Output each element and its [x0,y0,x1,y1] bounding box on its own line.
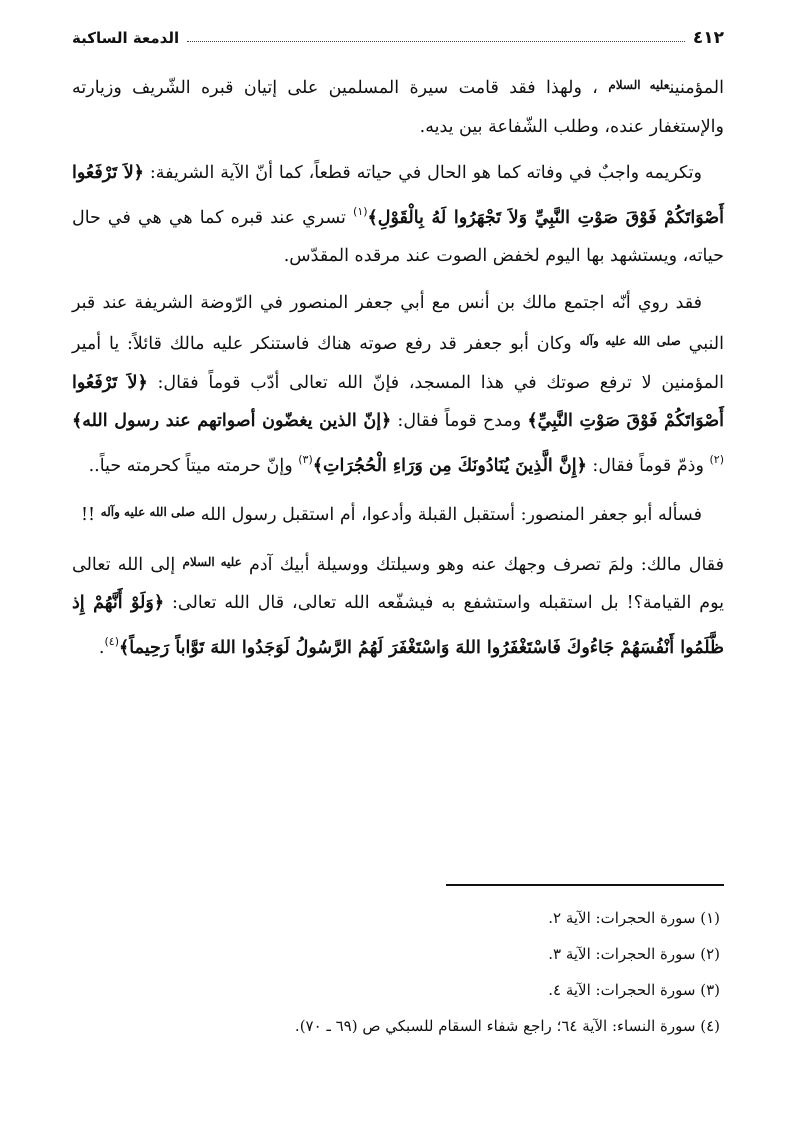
paragraph-1 [72,66,724,146]
page-header [72,26,724,50]
footnote-1: (١) سورة الحجرات: الآية ٢. [548,909,720,927]
paragraph-5 [72,543,724,668]
text-segment: ومدح قوماً فقال: [397,411,522,431]
quran-verse: ﴿وَلَوْ أَنَّهُمْ إِذ ظَّلَمُوا أَنْفُسَهُمْ جَاءُوكَ فَاسْتَغْفَرُوا اللهَ وَاسْتَغْفَرَ لَهُمُ الرَّسُولُ لَوَجَدُوا اللهَ تَوَّاباً رَحِيماً﴾ [72,593,724,658]
footnote-separator [446,884,724,886]
header-dotted-leader [187,41,685,42]
text-segment: وإنّ حرمته ميتاً كحرمته حياً.. [88,455,293,476]
quran-verse: ﴿إنّ الذين يغضّون أصواتهم عند رسول الله﴾ [72,411,392,431]
paragraph-4 [72,493,724,535]
quran-verse: ﴿لاَ تَرْفَعُوا أَصْوَاتَكُمْ فَوْقَ صَوْتِ النَّبِيِّ وَلاَ تَجْهَرُوا لَهُ بِالْقَوْلِ﴾ [72,163,724,228]
text-segment: وذمّ قوماً فقال: [592,455,704,476]
text-segment: ، ولهذا فقد قامت سيرة المسلمين على إتيان قبره الشّريف وزيارته والإستغفار عنده، وطلب الشّفاعة بين يديه. [72,78,724,137]
footnote-4: (٤) سورة النساء: الآية ٦٤؛ راجع شفاء السقام للسبكي ص (٦٩ ـ ٧٠). [294,1017,720,1035]
text-segment: إلى الله تعالى يوم القيامة؟! بل استقبله واستشفع به فيشفّعه الله تعالى، قال الله تعالى: [72,554,724,613]
footnote-2: (٢) سورة الحجرات: الآية ٣. [548,945,720,963]
text-segment: وتكريمه واجبٌ في وفاته كما هو الحال في حياته قطعاً، كما أنّ الآية الشريفة: [149,163,702,183]
footnote-ref-3[interactable]: (٣) [298,452,313,466]
text-segment: وكان أبو جعفر قد رفع صوته هناك فاستنكر عليه مالك قائلاً: يا أمير المؤمنين لا ترفع صوتك في هذا المسجد، فإنّ الله تعالى أدّب قوماً فقال: [72,334,724,393]
paragraph-2 [72,154,724,276]
quran-verse: ﴿إِنَّ الَّذِينَ يُنَادُونَكَ مِن وَرَاءِ الْحُجُرَاتِ﴾ [312,455,587,476]
honorific-alayhi-salam: عليه السلام [182,554,242,569]
footnotes [72,900,724,1044]
page-number: ٤١٢ [692,28,724,48]
text-segment: !! [80,505,96,525]
honorific-salla-allah: صلى الله عليه وآله [579,334,681,348]
footnote-ref-2[interactable]: (٢) [709,452,724,466]
running-title: الدمعة الساكبة [72,29,180,47]
text-segment: فسأله أبو جعفر المنصور: أستقبل القبلة وأدعوا، أم استقبل رسول الله [200,505,702,525]
honorific-salla-allah: صلى الله عليه وآله [100,505,196,519]
footnote-ref-4[interactable]: (٤) [104,634,119,648]
footnote-ref-1[interactable]: (١) [353,204,368,218]
text-segment: المؤمنين [669,78,725,98]
text-segment: تسري عند قبره كما هي هي في حال حياته، ويستشهد بها اليوم لخفض الصوت عند مرقده المقدّس. [72,207,724,266]
quran-verse: ﴿لاَ تَرْفَعُوا أَصْوَاتَكُمْ فَوْقَ صَوْتِ النَّبِيِّ﴾ [72,372,724,431]
text-segment: فقد روي أنّه اجتمع مالك بن أنس مع أبي جعفر المنصور في الرّوضة الشريفة عند قبر النبي [72,292,724,354]
footnote-3: (٣) سورة الحجرات: الآية ٤. [548,981,720,999]
text-segment: فقال مالك: ولمَ تصرف وجهك عنه وهو وسيلتك ووسيلة أبيك آدم [249,554,724,575]
main-text [72,66,724,675]
honorific-alayhi-salam: عليه السلام [608,78,670,92]
text-segment: . [98,637,105,658]
paragraph-3 [72,284,724,486]
